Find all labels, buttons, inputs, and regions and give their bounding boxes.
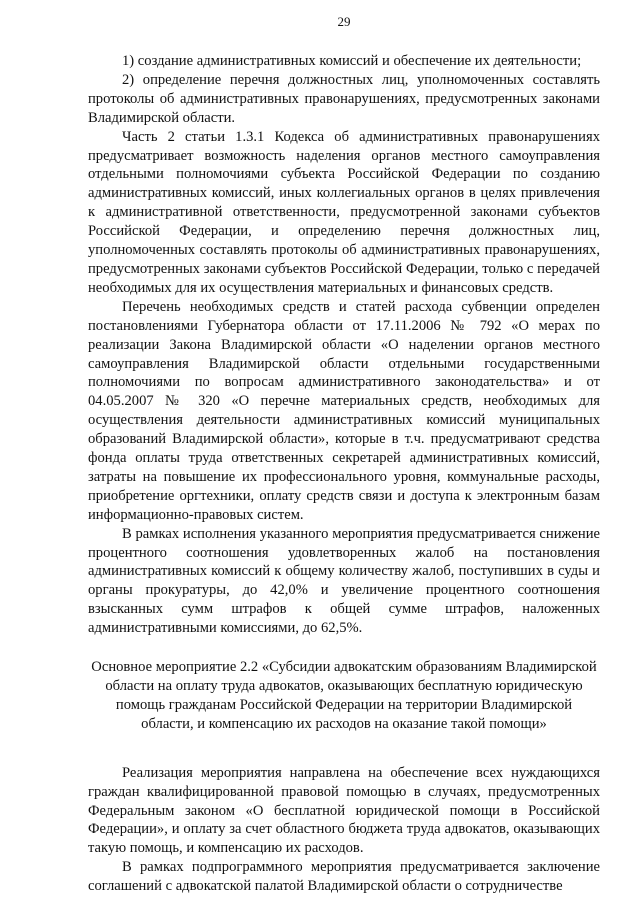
list-item-2: 2) определение перечня должностных лиц, уполномоченных составлять протоколы об административных правонарушениях, предусмотренных законами Владимирской области.: [88, 71, 600, 126]
section-heading: Основное мероприятие 2.2 «Субсидии адвокатским образованиям Владимирской области на оплату труда адвокатов, оказывающих бесплатную юридическую помощь гражданам Российской Федерации на территории Владимирской области, и компенсацию их расходов на оказание такой помощи»: [91, 659, 597, 732]
paragraph-measure-targets: В рамках исполнения указанного мероприятия предусматривается снижение процентного соотношения удовлетворенных жалоб на постановления административных комиссий к общему количеству жалоб, поступивших в суды и органы прокуратуры, до 42,0% и увеличение процентного соотношения взысканных сумм штрафов к общей сумме штрафов, наложенных административными комиссиями, до 62,5%.: [88, 525, 600, 637]
paragraph-part-2-article: Часть 2 статьи 1.3.1 Кодекса об административных правонарушениях предусматривает возможность наделения органов местного самоуправления отдельными полномочиями субъекта Российской Федерации по созданию административных комиссий, иных коллегиальных органов в целях привлечения к административной ответственности, предусмотренной законами субъектов Российской Федерации, и определению перечня должностных лиц, уполномоченных составлять протоколы об административных правонарушениях, предусмотренных законами субъектов Российской Федерации, только с передачей необходимых для их осуществления материальных и финансовых средств.: [88, 128, 600, 296]
list-item-1: 1) создание административных комиссий и обеспечение их деятельности;: [122, 53, 582, 69]
paragraph-realization: Реализация мероприятия направлена на обеспечение всех нуждающихся граждан квалифицированной правовой помощью в случаях, предусмотренных Федеральным законом «О бесплатной юридической помощи в Российской Федерации», и оплату за счет областного бюджета труда адвокатов, оказывающих такую помощь, и компенсацию их расходов.: [88, 764, 600, 857]
paragraph-subprogram: В рамках подпрограммного мероприятия предусматривается заключение соглашений с адвокатской палатой Владимирской области о сотрудничестве: [88, 859, 600, 895]
paragraph-subvention-list: Перечень необходимых средств и статей расхода субвенции определен постановлениями Губернатора области от 17.11.2006 № 792 «О мерах по реализации Закона Владимирской области «О наделении органов местного самоуправления Владимирской области отдельными государственными полномочиями по вопросам административного законодательства» и от 04.05.2007 № 320 «О перечне материальных средств, необходимых для осуществления деятельности административных комиссий муниципальных образований Владимирской области», которые в т.ч. предусматривают средства фонда оплаты труда ответственных секретарей административных комиссий, затраты на повышение их профессионального уровня, коммунальные расходы, приобретение оргтехники, оплату средств связи и доступа к электронным базам информационно-правовых систем.: [88, 298, 600, 523]
page-number: 29: [337, 14, 351, 29]
